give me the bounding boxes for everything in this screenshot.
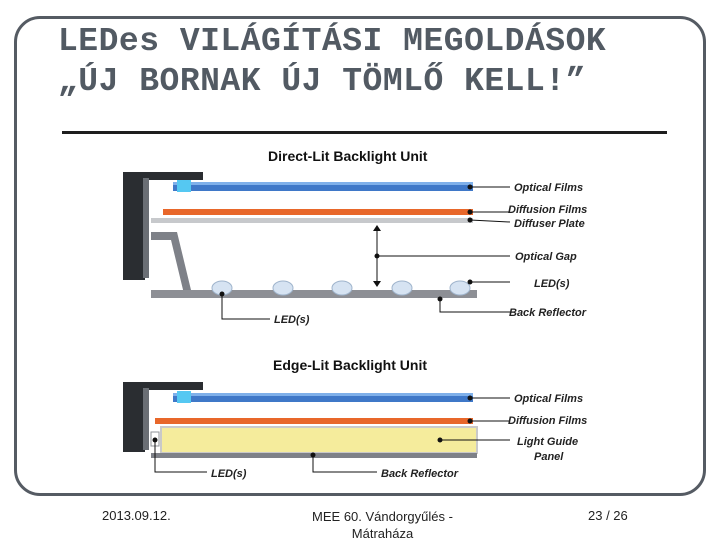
label-optical-gap: Optical Gap xyxy=(515,251,577,263)
direct-optical-film-edge xyxy=(177,180,191,192)
direct-diffusion-film xyxy=(163,209,473,215)
slide-title xyxy=(58,22,698,102)
label-direct-diffusion-films: Diffusion Films xyxy=(508,204,588,216)
label-edge-diffusion-films: Diffusion Films xyxy=(508,415,588,427)
edge-optical-film-edge xyxy=(177,391,191,403)
label-edge-leds: LED(s) xyxy=(211,468,247,480)
direct-back-reflector xyxy=(151,290,477,298)
footer-date: 2013.09.12. xyxy=(102,508,171,523)
direct-callouts xyxy=(222,187,510,319)
direct-optical-film-highlight xyxy=(173,182,473,185)
label-direct-diffuser-plate: Diffuser Plate xyxy=(514,218,585,230)
footer-event xyxy=(290,508,475,542)
label-direct-leds-left: LED(s) xyxy=(274,314,310,326)
direct-frame-inner xyxy=(143,178,149,278)
label-light-guide-line2: Panel xyxy=(534,451,564,463)
label-light-guide-line1: Light Guide xyxy=(517,436,579,448)
footer-page-number: 23 / 26 xyxy=(588,508,628,523)
edge-light-guide-panel xyxy=(161,427,477,453)
label-direct-back-reflector: Back Reflector xyxy=(509,307,587,319)
label-edge-optical-films: Optical Films xyxy=(514,393,584,405)
edge-optical-film-highlight xyxy=(173,393,473,396)
edge-lit-heading: Edge-Lit Backlight Unit xyxy=(273,357,427,373)
label-edge-back-reflector: Back Reflector xyxy=(381,468,459,480)
title-divider xyxy=(62,131,667,134)
footer-event-line2: Mátraháza xyxy=(351,526,414,541)
backlight-diagram xyxy=(115,142,605,487)
footer-event-line1: MEE 60. Vándorgyűlés - xyxy=(312,509,453,524)
edge-frame-inner xyxy=(143,388,149,450)
title-line-2: „ÚJ BORNAK ÚJ TÖMLŐ KELL!” xyxy=(58,63,586,100)
direct-lit-heading: Direct-Lit Backlight Unit xyxy=(268,148,428,164)
title-line-1: LEDes VILÁGÍTÁSI MEGOLDÁSOK xyxy=(58,23,607,60)
label-direct-optical-films: Optical Films xyxy=(514,182,584,194)
edge-diffusion-film xyxy=(155,418,473,424)
direct-diffuser-plate xyxy=(151,218,473,223)
label-direct-leds-right: LED(s) xyxy=(534,278,570,290)
direct-side-wall xyxy=(151,232,477,298)
